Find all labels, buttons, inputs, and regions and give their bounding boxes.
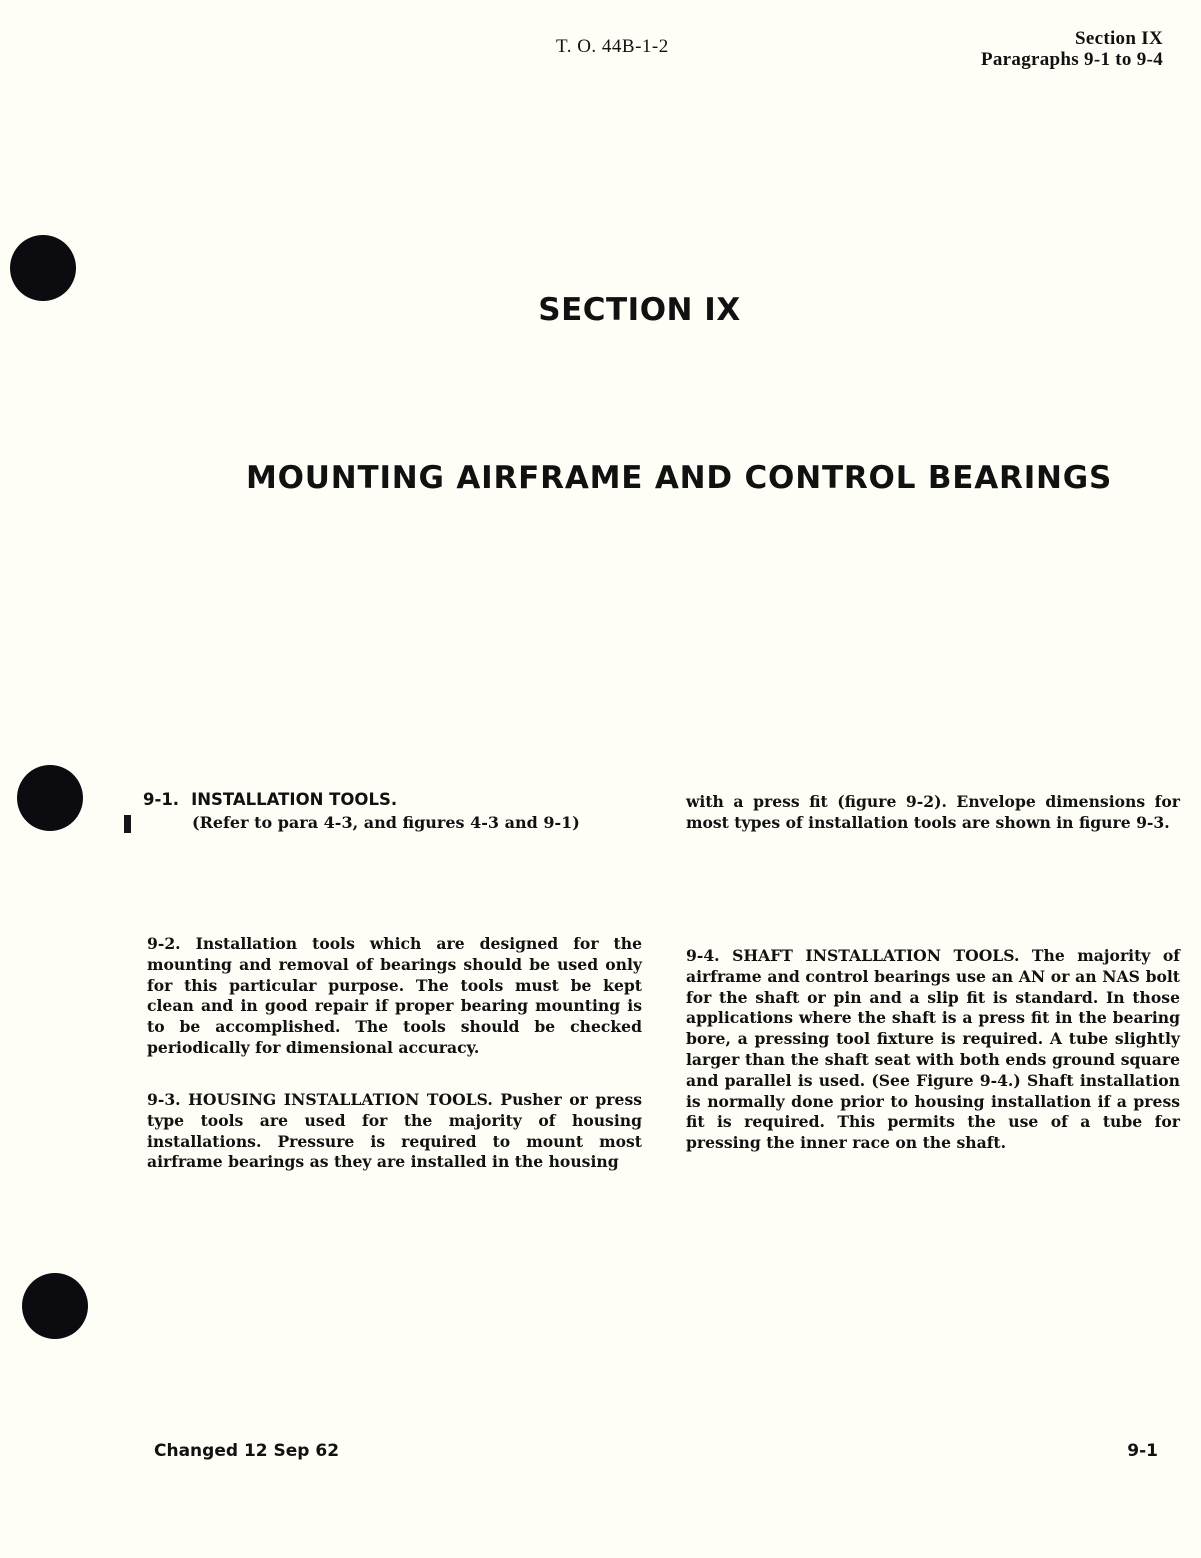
paragraph-9-4: 9-4. SHAFT INSTALLATION TOOLS. The majority of airframe and control bearings use an AN or an NAS bolt for the shaft or pin and a slip fit is standard. In those applications where the shaft is a press fit in the bearing bore, a pressing tool fixture is required. A tube slightly larger than the shaft seat with both ends ground square and parallel is used. (See Figure 9-4.) Shaft installation is normally done prior to housing installation if a press fit is required. This permits the use of a tube for pressing the inner race on the shaft.	[686, 946, 1180, 1153]
page-number: 9-1	[1127, 1441, 1158, 1461]
paragraph-9-1-heading	[143, 790, 397, 810]
paragraph-9-1-continuation: with a press fit (figure 9-2). Envelope dimensions for most types of installation tools are shown in figure 9-3.	[686, 792, 1180, 832]
section-title: SECTION IX	[538, 292, 741, 328]
change-note: Changed 12 Sep 62	[154, 1441, 340, 1461]
paragraph-range: Paragraphs 9-1 to 9-4	[980, 49, 1163, 70]
paragraph-heading: INSTALLATION TOOLS.	[191, 790, 398, 809]
paragraph-9-1-reference: (Refer to para 4-3, and figures 4-3 and 9-1)	[192, 813, 580, 832]
section-reference	[981, 28, 1163, 70]
binder-hole-bottom	[22, 1273, 88, 1339]
binder-hole-middle	[17, 765, 83, 831]
paragraph-9-2: 9-2. Installation tools which are designed for the mounting and removal of bearings should be used only for this particular purpose. The tools must be kept clean and in good repair if proper bearing mounting is to be accomplished. The tools should be checked periodically for dimensional accuracy.	[147, 934, 642, 1057]
paragraph-9-3: 9-3. HOUSING INSTALLATION TOOLS. Pusher or press type tools are used for the majority of housing installations. Pressure is required to mount most airframe bearings as they are installed in the housing	[147, 1090, 642, 1172]
change-bar	[124, 815, 131, 833]
section-label: Section IX	[1075, 28, 1163, 49]
paragraph-number: 9-1.	[143, 790, 180, 809]
chapter-title: MOUNTING AIRFRAME AND CONTROL BEARINGS	[246, 460, 1113, 496]
document-number: T. O. 44B-1-2	[556, 36, 669, 57]
